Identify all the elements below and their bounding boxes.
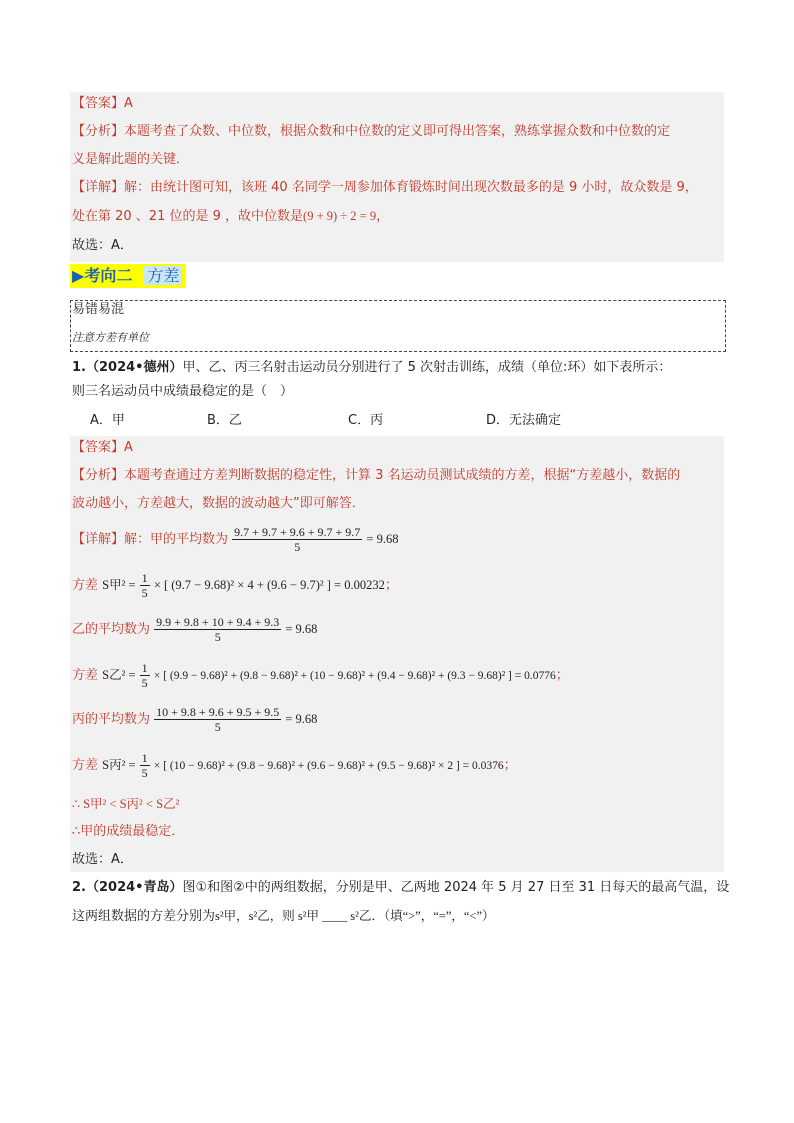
q1-yi-avg-result: = 9.68 [285, 622, 318, 636]
q1-one-b: 1 [141, 661, 148, 675]
q1-jia-var-line [72, 570, 398, 601]
prev-solution-block [70, 92, 724, 262]
q1-yi-avg-num: 9.9 + 9.8 + 10 + 9.4 + 9.3 [156, 615, 280, 629]
detail-tag: 【详解】 [72, 180, 125, 195]
choose-line: 故选：A． [72, 238, 133, 253]
q1-option-d[interactable]: D．无法确定 [486, 413, 562, 428]
q1-bing-var-body: × [ (10 − 9.68)² + (9.8 − 9.68)² + (9.6 − 9.68)² + (9.5 − 9.68)² × 2 ] = 0.0376 [153, 760, 504, 772]
q1-yi-var-lhs: S乙² = [102, 668, 136, 682]
q1-jia-avg-result: = 9.68 [366, 532, 399, 546]
q1-source: （2024•德州） [85, 360, 183, 375]
detail-text-2c: ， [376, 209, 390, 224]
q1-bing-avg-result: = 9.68 [285, 712, 318, 726]
q2-stem-line-2 [72, 906, 495, 927]
q1-yi-avg-den: 5 [214, 630, 221, 644]
q1-yi-var-label: 方差 [72, 668, 99, 683]
q1-bing-var-lhs: S丙² = [102, 758, 136, 772]
tip-box [70, 300, 726, 352]
q2-number: 2. [72, 880, 86, 895]
q1-stem-line-1 [72, 358, 671, 378]
q1-five-a: 5 [141, 586, 148, 600]
q1-jia-avg-fraction [232, 525, 362, 554]
q1-bing-avg-line [72, 704, 317, 735]
q1-five-c: 5 [141, 766, 148, 780]
q1-answer-line [72, 438, 133, 458]
heading-label: 考向二 [84, 266, 133, 285]
detail-line-1 [72, 178, 698, 198]
q1-stem-line-2: 则三名运动员中成绩最稳定的是（ ） [72, 384, 294, 399]
q1-option-b[interactable]: B．乙 [207, 413, 242, 428]
q1-jia-var-fraction [140, 571, 150, 600]
q2-stem-line-1 [72, 878, 729, 898]
tip-title: 易错易混 [72, 302, 125, 317]
q2-stem-text-2b: s²甲，s²乙，则 s²甲 ____ s²乙．（填“>”，“=”，“<”） [215, 909, 495, 923]
q1-bing-avg-num: 10 + 9.8 + 9.6 + 9.5 + 9.5 [156, 705, 280, 719]
heading-term: 方差 [144, 266, 182, 285]
q1-yi-var-fraction [140, 661, 150, 690]
analysis-line-1 [72, 122, 670, 142]
q1-bing-var-line [72, 750, 517, 781]
analysis-tag: 【分析】 [72, 124, 125, 139]
q1-bing-avg-label: 丙的平均数为 [72, 712, 151, 727]
q1-answer-value: A [124, 440, 133, 455]
median-formula: (9 + 9) ÷ 2 = 9 [303, 209, 377, 223]
q1-yi-var-line [72, 660, 569, 691]
q1-semi-a: ； [384, 578, 398, 593]
q1-number: 1. [72, 360, 86, 375]
q1-bing-avg-fraction [154, 705, 281, 734]
q1-yi-avg-label: 乙的平均数为 [72, 622, 151, 637]
detail-line-2 [72, 206, 389, 227]
q1-jia-var-lhs: S甲² = [102, 578, 136, 592]
q1-one-c: 1 [141, 751, 148, 765]
q1-choose-line: 故选：A． [72, 852, 133, 867]
detail-text-2a: 处在第 20 、21 位的是 9 ，故中位数是 [72, 209, 304, 224]
q1-analysis-tag: 【分析】 [72, 468, 125, 483]
q1-yi-avg-line [72, 614, 317, 645]
q1-bing-var-label: 方差 [72, 758, 99, 773]
answer-line [72, 94, 133, 114]
q1-stem-text-1: 甲、乙、丙三名射击运动员分别进行了 5 次射击训练，成绩（单位:环）如下表所示： [182, 360, 672, 375]
analysis-text-1: 本题考查了众数、中位数，根据众数和中位数的定义即可得出答案，熟练掌握众数和中位数的定 [124, 124, 671, 139]
q1-analysis-line-2: 波动越小，方差越大，数据的波动越大”即可解答． [72, 496, 365, 511]
q1-five-b: 5 [141, 676, 148, 690]
triangle-icon: ▶ [72, 266, 85, 285]
q1-yi-var-body: × [ (9.9 − 9.68)² + (9.8 − 9.68)² + (10 − 9.68)² + (9.4 − 9.68)² + (9.3 − 9.68)² ] = 0.0776 [153, 670, 556, 682]
q1-jia-avg-num: 9.7 + 9.7 + 9.6 + 9.7 + 9.7 [234, 525, 361, 539]
section-heading [70, 264, 186, 288]
q1-detail-tag: 【详解】 [72, 532, 125, 547]
q1-analysis-text-1: 本题考查通过方差判断数据的稳定性，计算 3 名运动员测试成绩的方差，根据“方差越小，数据的 [124, 468, 681, 483]
q1-answer-tag: 【答案】 [72, 440, 125, 455]
q1-option-a[interactable]: A．甲 [90, 413, 125, 428]
q1-yi-avg-fraction [154, 615, 281, 644]
q1-one-a: 1 [141, 571, 148, 585]
q1-jia-var-body: × [ (9.7 − 9.68)² × 4 + (9.6 − 9.7)² ] = 0.00232 [153, 578, 385, 592]
q1-semi-b: ； [555, 668, 569, 683]
detail-text-1: 解：由统计图可知，该班 40 名同学一周参加体育锻炼时间出现次数最多的是 9 小时，故众数是 9， [124, 180, 698, 195]
answer-tag: 【答案】 [72, 96, 125, 111]
q1-semi-c: ； [503, 758, 517, 773]
q2-stem-text-1: 图①和图②中的两组数据，分别是甲、乙两地 2024 年 5 月 27 日至 31 日每天的最高气温，设 [182, 880, 730, 895]
q1-bing-var-fraction [140, 751, 150, 780]
analysis-line-2: 义是解此题的关键． [72, 152, 190, 167]
q1-conclusion-line: ∴甲的成绩最稳定． [72, 824, 185, 839]
q1-jia-var-label: 方差 [72, 578, 99, 593]
q1-jia-avg-line [72, 524, 398, 555]
tip-body: 注意方差有单位 [72, 331, 149, 344]
q1-jia-avg-den: 5 [294, 540, 301, 554]
q2-stem-text-2a: 这两组数据的方差分别为 [72, 909, 216, 924]
q1-analysis-line-1 [72, 466, 680, 486]
q1-jia-avg-label: 解：甲的平均数为 [124, 532, 229, 547]
q1-bing-avg-den: 5 [214, 720, 221, 734]
q1-compare-line: ∴ S甲² < S丙² < S乙² [72, 797, 180, 811]
q1-option-c[interactable]: C．丙 [348, 413, 384, 428]
q2-source: （2024•青岛） [85, 880, 183, 895]
answer-value: A [124, 96, 133, 111]
